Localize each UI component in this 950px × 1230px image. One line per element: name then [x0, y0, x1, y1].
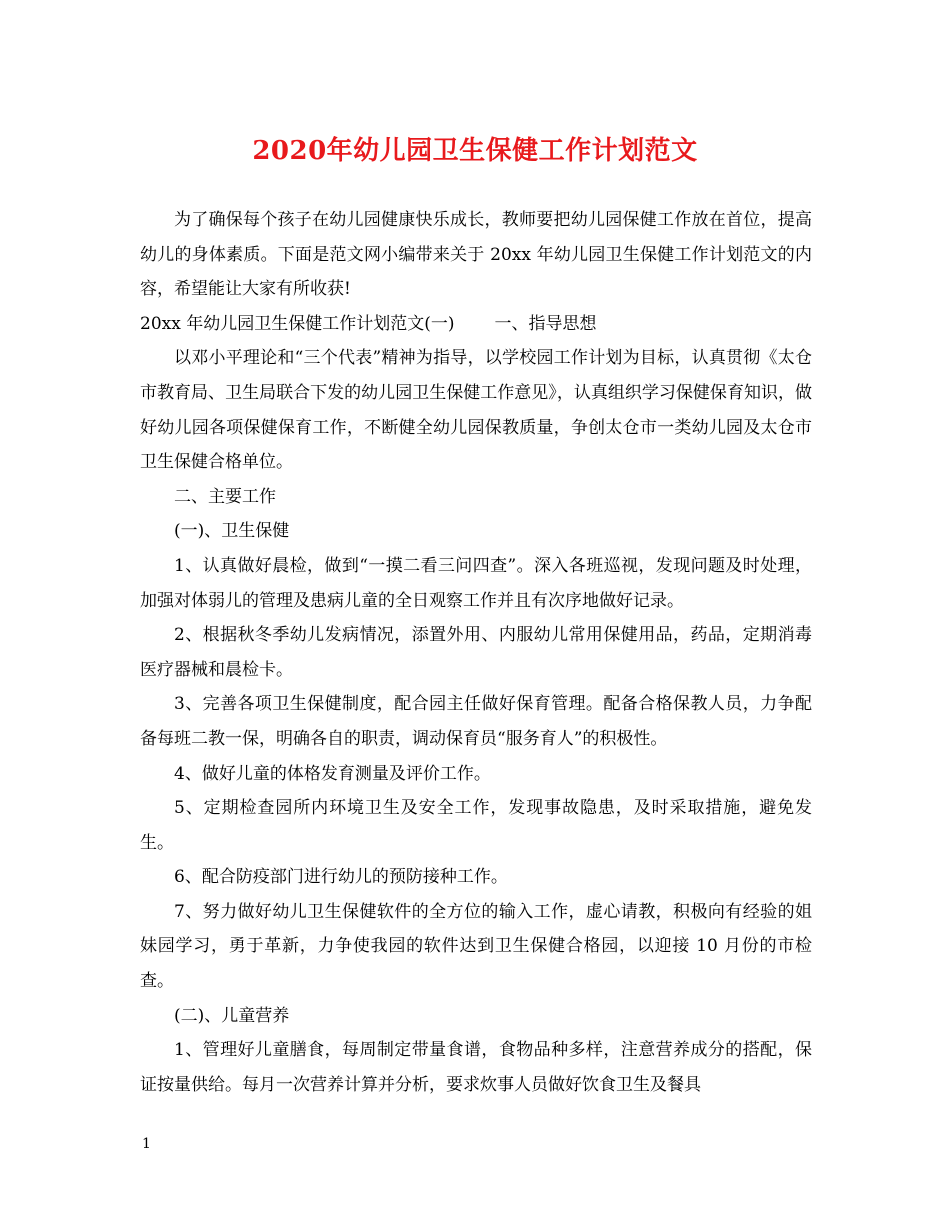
document-title: 2020年幼儿园卫生保健工作计划范文 [252, 136, 698, 166]
list-item: 2、根据秋冬季幼儿发病情况，添置外用、内服幼儿常用保健用品，药品，定期消毒医疗器械和晨检卡。 [140, 625, 812, 680]
subsection-heading-nutrition: (二)、儿童营养 [174, 1005, 290, 1026]
list-item: 4、做好儿童的体格发育测量及评价工作。 [174, 763, 491, 784]
section-heading-guiding-principle: 一、指导思想 [494, 313, 597, 334]
nutrition-paragraph: 1、管理好儿童膳食，每周制定带量食谱，食物品种多样，注意营养成分的搭配，保证按量供给。每月一次营养计算并分析，要求炊事人员做好饮食卫生及餐具 [140, 1040, 812, 1095]
guiding-principle-paragraph: 以邓小平理论和“三个代表”精神为指导，以学校园工作计划为目标，认真贯彻《太仓市教育局、卫生局联合下发的幼儿园卫生保健工作意见》，认真组织学习保健保育知识，做好幼儿园各项保健保育工作，不断健全幼儿园保教质量，争创太仓市一类幼儿园及太仓市卫生保健合格单位。 [140, 348, 812, 473]
section-heading-main-work: 二、主要工作 [174, 486, 276, 507]
list-item: 5、定期检查园所内环境卫生及安全工作，发现事故隐患，及时采取措施，避免发生。 [140, 798, 812, 853]
subtitle-line [140, 307, 812, 342]
intro-paragraph: 为了确保每个孩子在幼儿园健康快乐成长，教师要把幼儿园保健工作放在首位，提高幼儿的身体素质。下面是范文网小编带来关于 20xx 年幼儿园卫生保健工作计划范文的内容，希望能让大家有所收获! [140, 210, 812, 300]
page-number: 1 [142, 1136, 151, 1152]
list-item: 1、认真做好晨检，做到“一摸二看三问四查”。深入各班巡视，发现问题及时处理，加强对体弱儿的管理及患病儿童的全日观察工作并且有次序地做好记录。 [140, 555, 812, 611]
article-subtitle: 20xx 年幼儿园卫生保健工作计划范文(一) [140, 313, 455, 334]
list-item: 7、努力做好幼儿卫生保健软件的全方位的输入工作，虚心请教，积极向有经验的姐妹园学习，勇于革新，力争使我园的软件达到卫生保健合格园，以迎接 10 月份的市检查。 [140, 901, 812, 992]
document-body [140, 203, 812, 1102]
list-item: 6、配合防疫部门进行幼儿的预防接种工作。 [174, 867, 508, 888]
list-item: 3、完善各项卫生保健制度，配合园主任做好保育管理。配备合格保教人员，力争配备每班二教一保，明确各自的职责，调动保育员“服务育人”的积极性。 [140, 694, 812, 749]
subsection-heading-hygiene: (一)、卫生保健 [174, 521, 290, 542]
